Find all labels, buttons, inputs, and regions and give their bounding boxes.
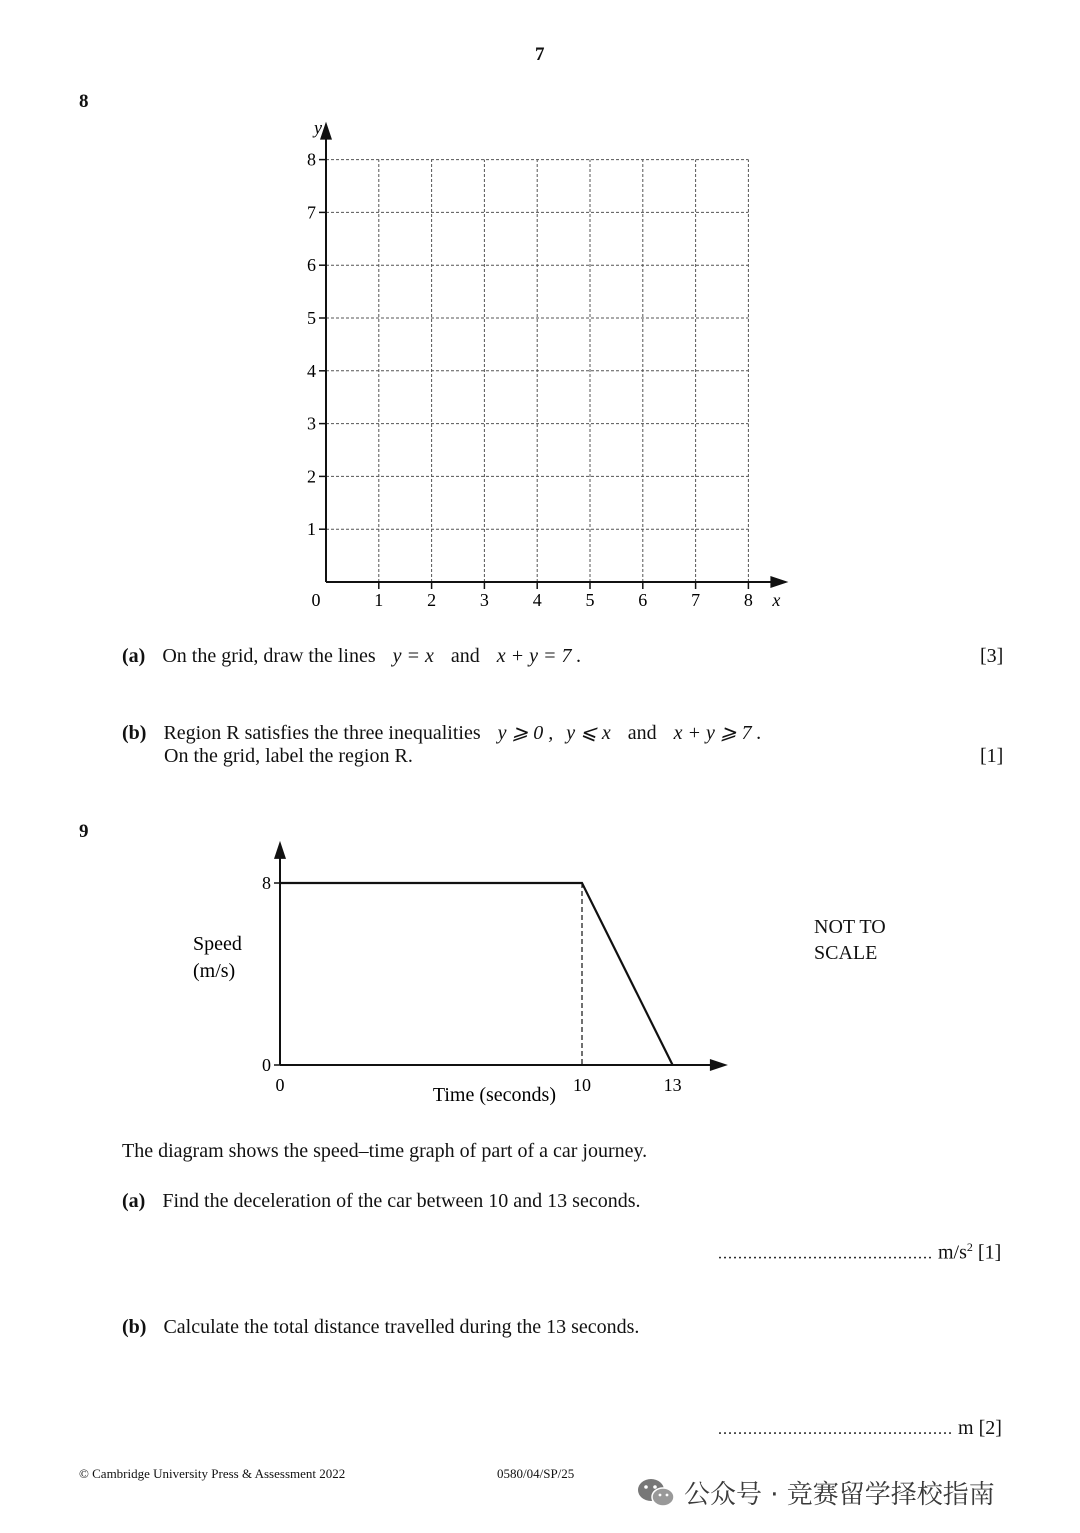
speed-y-tick-label-8: 8 (262, 873, 271, 893)
not-to-scale-line1: NOT TO (814, 916, 886, 938)
watermark-text: 公众号 · 竞赛留学择校指南 (684, 1480, 995, 1510)
x-tick-label-3: 3 (479, 590, 489, 610)
q8b-ineq1: y ⩾ 0 , (497, 722, 554, 744)
x-tick-label-8: 8 (743, 590, 753, 610)
y-tick-label-4: 4 (307, 360, 316, 381)
q8a-eq1: y = x (392, 645, 434, 667)
x-tick-label-2: 2 (427, 590, 437, 610)
footer-copyright: © Cambridge University Press & Assessment 2022 (79, 1466, 346, 1481)
q8b-text: Region R satisfies the three inequalities (163, 722, 481, 744)
q9b-unit: m (958, 1417, 974, 1439)
y-axis-label: y (314, 117, 322, 138)
y-tick-label-3: 3 (307, 413, 316, 434)
q9a-answer-line (718, 1240, 1001, 1265)
q8a-label: (a) (122, 645, 146, 667)
q9b-answer-dots[interactable]: ............................................... (718, 1421, 953, 1438)
q9b-line (122, 1316, 639, 1339)
question-9-number: 9 (79, 821, 89, 842)
q8b-line2: On the grid, label the region R. (164, 745, 413, 767)
q8b-ineq3: x + y ⩾ 7 . (673, 722, 762, 744)
q9a-line (122, 1190, 641, 1213)
speed-x-axis-arrow (710, 1059, 728, 1071)
speed-x-tick-label-0: 0 (275, 1075, 285, 1095)
q8a-eq2: x + y = 7 . (496, 645, 582, 667)
x-tick-label-5: 5 (585, 590, 595, 610)
q9a-unit: m/s (938, 1241, 967, 1264)
q8a-line (122, 645, 582, 668)
speed-y-axis-label-line1: Speed (193, 933, 242, 955)
q9b-label: (b) (122, 1316, 147, 1338)
q9b-marks: [2] (978, 1417, 1002, 1439)
speed-x-tick-label-13: 13 (663, 1075, 682, 1095)
q9b-answer-line (718, 1417, 1002, 1440)
y-tick-label-2: 2 (307, 466, 316, 487)
speed-x-axis-label: Time (seconds) (432, 1084, 556, 1106)
y-tick-label-1: 1 (307, 519, 316, 540)
q8a-marks: [3] (980, 645, 1004, 667)
q9a-unit-sup: 2 (966, 1240, 973, 1254)
speed-series-line (280, 883, 673, 1065)
q9a-text: Find the deceleration of the car between 10 and 13 seconds. (162, 1190, 641, 1212)
q9-intro: The diagram shows the speed–time graph of part of a car journey. (122, 1140, 648, 1162)
x-axis-arrow (770, 576, 788, 588)
x-tick-label-1: 1 (374, 590, 384, 610)
q8a-text: On the grid, draw the lines (162, 645, 376, 667)
y-tick-label-5: 5 (307, 308, 316, 328)
q8-grid (290, 110, 800, 620)
q8b-marks: [1] (980, 745, 1004, 767)
watermark (636, 1474, 995, 1511)
y-tick-label-7: 7 (307, 202, 316, 223)
x-tick-label-6: 6 (638, 590, 648, 610)
q8b-label: (b) (122, 722, 147, 744)
not-to-scale-note (814, 914, 886, 966)
wechat-icon (636, 1476, 676, 1510)
y-tick-label-8: 8 (307, 149, 316, 170)
q8b-line1 (122, 720, 762, 745)
y-tick-label-6: 6 (307, 255, 316, 276)
speed-y-axis-arrow (274, 841, 286, 859)
not-to-scale-line2: SCALE (814, 942, 878, 964)
q8a-and: and (450, 645, 480, 667)
question-8-number: 8 (79, 91, 89, 112)
x-tick-label-7: 7 (691, 590, 701, 610)
q9a-answer-dots[interactable]: ........................................... (718, 1245, 933, 1263)
speed-y-axis-label-line2: (m/s) (193, 960, 236, 982)
q9-speed-time-graph (180, 830, 740, 1120)
x-tick-label-0: 0 (311, 590, 321, 610)
speed-x-tick-label-10: 10 (573, 1075, 591, 1095)
q8b-ineq2: y ⩽ x (566, 722, 611, 744)
q8b-and: and (627, 722, 657, 744)
q9b-text: Calculate the total distance travelled during the 13 seconds. (163, 1316, 640, 1338)
page-number: 7 (535, 44, 545, 65)
x-tick-label-4: 4 (532, 590, 542, 610)
q9a-label: (a) (122, 1190, 146, 1212)
q9a-marks: [1] (977, 1241, 1002, 1264)
footer-code: 0580/04/SP/25 (497, 1466, 575, 1481)
x-axis-label: x (772, 590, 781, 610)
speed-y-tick-label-0: 0 (262, 1055, 271, 1075)
